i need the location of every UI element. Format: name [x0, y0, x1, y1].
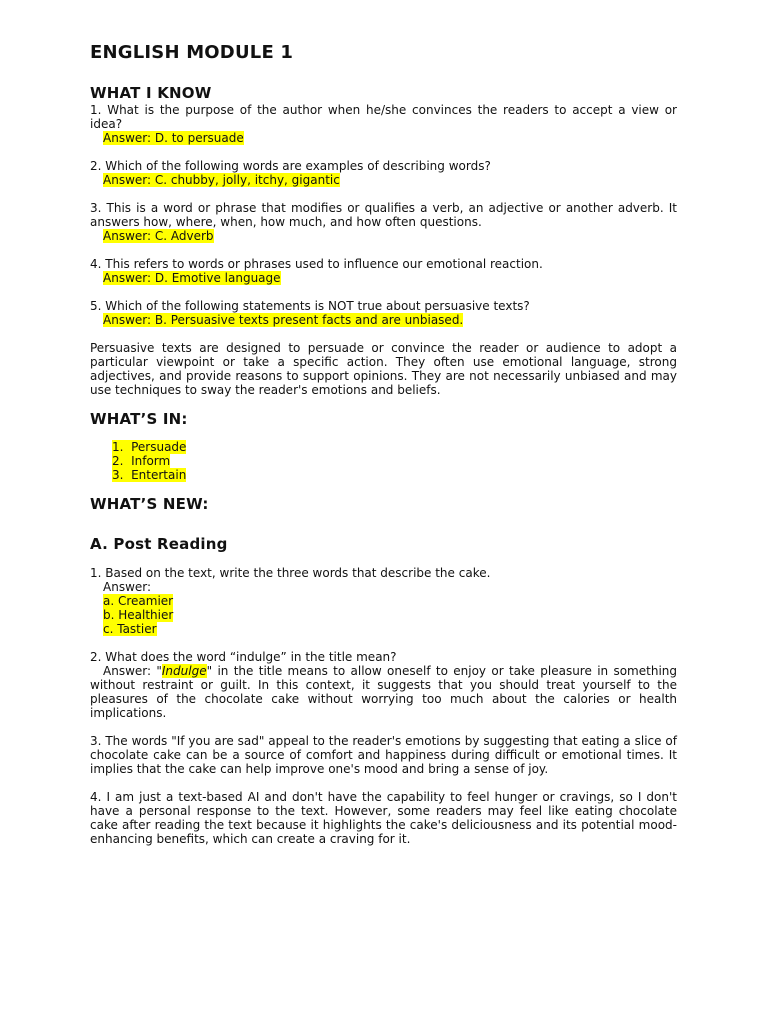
- answer-text: Answer: D. Emotive language: [103, 271, 281, 285]
- post-reading-question-1: [90, 566, 677, 636]
- question-1: [90, 103, 677, 145]
- list-item-text: 2. Inform: [112, 454, 171, 468]
- whats-in-list: [90, 440, 677, 482]
- answer-item: a. Creamier: [103, 594, 174, 608]
- answer-text: Answer: D. to persuade: [103, 131, 244, 145]
- question-3: [90, 201, 677, 243]
- persuasive-explanation: Persuasive texts are designed to persuade or convince the reader or audience to adopt a particular viewpoint or take a specific action. They often use emotional language, strong adjectives, and provide reasons to support opinions. They are not necessarily unbiased and may use techniques to sway the reader's emotions and beliefs.: [90, 341, 677, 397]
- subheading-post-reading: A. Post Reading: [90, 535, 228, 553]
- question-5: [90, 299, 677, 327]
- post-reading-answer-4: 4. I am just a text-based AI and don't have the capability to feel hunger or cravings, so I don't have a personal response to the text. However, some readers may feel like eating chocolate cake after reading the text because it highlights the cake's deliciousness and its potential mood-enhancing benefits, which can create a craving for it.: [90, 790, 677, 846]
- section-heading-whats-new: WHAT’S NEW:: [90, 495, 209, 513]
- document-page: [90, 40, 677, 846]
- question-text: 2. What does the word “indulge” in the title mean?: [90, 650, 397, 664]
- highlighted-word: Indulge: [161, 664, 207, 678]
- post-reading-answer-3: 3. The words "If you are sad" appeal to the reader's emotions by suggesting that eating a slice of chocolate cake can be a source of comfort and happiness during difficult or emotional times. It implies that the cake can help improve one's mood and bring a sense of joy.: [90, 734, 677, 776]
- question-text: 2. Which of the following words are examples of describing words?: [90, 159, 491, 173]
- question-text: 4. This refers to words or phrases used to influence our emotional reaction.: [90, 257, 543, 271]
- list-item: [90, 454, 677, 468]
- list-item-text: 3. Entertain: [112, 468, 187, 482]
- answer-item: b. Healthier: [103, 608, 174, 622]
- post-reading-question-2: [90, 650, 677, 720]
- answer-paragraph: Answer: "Indulge" in the title means to allow oneself to enjoy or take pleasure in something without restraint or guilt. In this context, it suggests that you should treat yourself to the pleasures of the chocolate cake without worrying too much about the calories or health implications.: [90, 664, 677, 720]
- question-2: [90, 159, 677, 187]
- answer-text: Answer: B. Persuasive texts present facts and are unbiased.: [103, 313, 464, 327]
- question-text: 5. Which of the following statements is NOT true about persuasive texts?: [90, 299, 530, 313]
- question-text: 3. This is a word or phrase that modifies or qualifies a verb, an adjective or another adverb. It answers how, where, when, how much, and how often questions.: [90, 201, 677, 229]
- list-item: [90, 440, 677, 454]
- question-text: 1. Based on the text, write the three words that describe the cake.: [90, 566, 491, 580]
- answer-label: Answer:: [103, 580, 152, 594]
- document-title: ENGLISH MODULE 1: [90, 42, 294, 63]
- answer-text: Answer: C. Adverb: [103, 229, 214, 243]
- section-heading-what-i-know: WHAT I KNOW: [90, 84, 212, 102]
- answer-item: c. Tastier: [103, 622, 157, 636]
- question-text: 1. What is the purpose of the author when he/she convinces the readers to accept a view or idea?: [90, 103, 677, 131]
- question-4: [90, 257, 677, 285]
- section-heading-whats-in: WHAT’S IN:: [90, 410, 188, 428]
- list-item-text: 1. Persuade: [112, 440, 187, 454]
- list-item: [90, 468, 677, 482]
- answer-text: Answer: C. chubby, jolly, itchy, gigantic: [103, 173, 340, 187]
